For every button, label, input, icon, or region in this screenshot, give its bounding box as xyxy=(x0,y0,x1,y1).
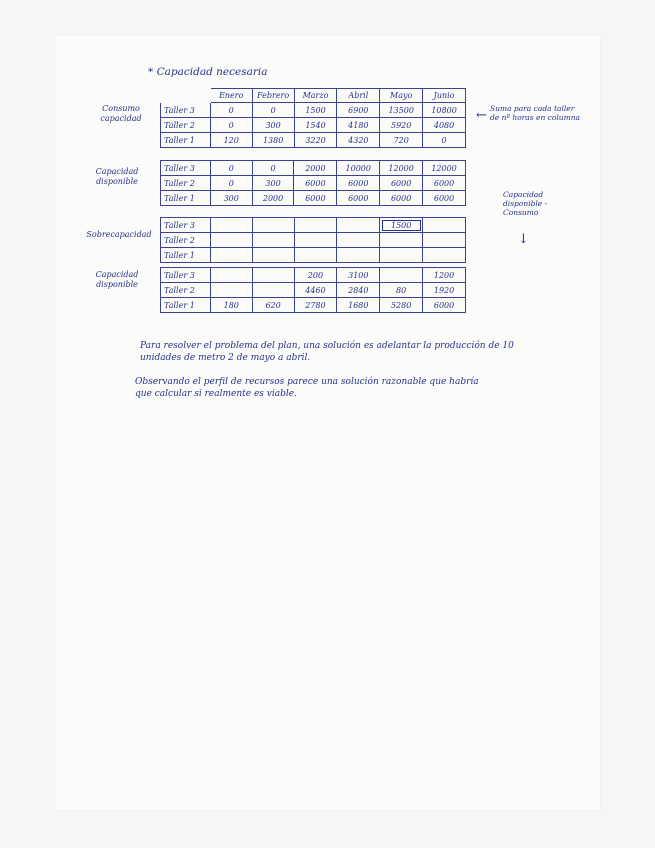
cell: 120 xyxy=(210,133,252,148)
row-label: Taller 2 xyxy=(161,176,211,191)
table-row xyxy=(161,191,466,206)
note-suma: Suma para cada taller de nº horas en columna xyxy=(490,104,581,122)
month-header: Junio xyxy=(423,89,466,103)
row-label: Taller 2 xyxy=(161,118,211,133)
cell: 6000 xyxy=(423,298,466,313)
section-label-sobrecapacidad: Sobrecapacidad xyxy=(86,230,152,239)
row-label: Taller 3 xyxy=(161,268,211,283)
month-header: Abril xyxy=(337,89,380,103)
table-consumo xyxy=(160,88,466,148)
section-label-disponible-2: Capacidad disponible xyxy=(95,270,139,289)
cell: 6000 xyxy=(337,176,380,191)
cell: 10000 xyxy=(337,161,380,176)
table-row xyxy=(161,268,466,283)
cell xyxy=(423,248,466,263)
month-header: Mayo xyxy=(380,89,423,103)
table-row xyxy=(161,161,466,176)
cell: 2840 xyxy=(337,283,380,298)
cell xyxy=(337,248,380,263)
row-label: Taller 1 xyxy=(161,133,211,148)
cell: 13500 xyxy=(380,103,423,118)
cell: 4460 xyxy=(294,283,337,298)
overcapacity-cell: 1500 xyxy=(380,218,423,233)
row-label: Taller 1 xyxy=(161,248,211,263)
table-row xyxy=(161,176,466,191)
table-row xyxy=(161,283,466,298)
left-arrow-icon: ← xyxy=(476,108,487,123)
cell xyxy=(210,283,252,298)
cell xyxy=(252,218,294,233)
row-label: Taller 3 xyxy=(161,218,211,233)
cell xyxy=(294,233,337,248)
cell xyxy=(337,218,380,233)
down-arrow-icon: ↓ xyxy=(518,232,529,247)
cell: 80 xyxy=(380,283,423,298)
cell: 5280 xyxy=(380,298,423,313)
cell: 200 xyxy=(294,268,337,283)
cell: 300 xyxy=(210,191,252,206)
paper-sheet xyxy=(55,35,600,810)
cell xyxy=(294,248,337,263)
cell: 6000 xyxy=(380,176,423,191)
row-label: Taller 2 xyxy=(161,233,211,248)
cell xyxy=(210,248,252,263)
table-capacidad-restante xyxy=(160,267,466,313)
row-label: Taller 3 xyxy=(161,161,211,176)
page-title: * Capacidad necesaria xyxy=(148,66,268,78)
cell: 6000 xyxy=(423,176,466,191)
table-row xyxy=(161,298,466,313)
table-sobrecapacidad xyxy=(160,217,466,263)
cell: 6000 xyxy=(294,176,337,191)
cell xyxy=(423,218,466,233)
cell: 620 xyxy=(252,298,294,313)
header-row xyxy=(161,89,466,103)
cell: 300 xyxy=(252,118,294,133)
cell: 4320 xyxy=(337,133,380,148)
cell xyxy=(380,233,423,248)
month-header: Febrero xyxy=(252,89,294,103)
cell: 6000 xyxy=(380,191,423,206)
cell: 0 xyxy=(210,118,252,133)
cell xyxy=(294,218,337,233)
cell: 180 xyxy=(210,298,252,313)
cell: 12000 xyxy=(380,161,423,176)
cell xyxy=(210,268,252,283)
cell: 2000 xyxy=(294,161,337,176)
cell xyxy=(210,218,252,233)
cell: 0 xyxy=(210,161,252,176)
cell: 3220 xyxy=(294,133,337,148)
cell xyxy=(380,268,423,283)
note-diferencia: Capacidad disponible - Consumo xyxy=(503,190,548,217)
cell: 3100 xyxy=(337,268,380,283)
cell: 1540 xyxy=(294,118,337,133)
conclusion-paragraph-2: Observando el perfil de recursos parece una solución razonable que habría que calcular si realmente es viable. xyxy=(135,377,479,399)
cell: 1200 xyxy=(423,268,466,283)
cell xyxy=(252,283,294,298)
table-row xyxy=(161,248,466,263)
cell: 0 xyxy=(210,176,252,191)
cell: 1920 xyxy=(423,283,466,298)
month-header: Marzo xyxy=(294,89,337,103)
cell: 6000 xyxy=(294,191,337,206)
conclusion-paragraph-1: Para resolver el problema del plan, una solución es adelantar la producción de 10 unidades de metro 2 de mayo a abril. xyxy=(140,341,514,363)
header-corner xyxy=(161,89,211,103)
row-label: Taller 1 xyxy=(161,191,211,206)
cell: 2000 xyxy=(252,191,294,206)
month-header: Enero xyxy=(210,89,252,103)
table-row xyxy=(161,233,466,248)
cell: 6900 xyxy=(337,103,380,118)
cell: 720 xyxy=(380,133,423,148)
row-label: Taller 1 xyxy=(161,298,211,313)
cell: 5920 xyxy=(380,118,423,133)
table-row xyxy=(161,118,466,133)
cell: 0 xyxy=(423,133,466,148)
cell xyxy=(337,233,380,248)
section-label-disponible: Capacidad disponible xyxy=(95,167,139,186)
cell: 0 xyxy=(252,161,294,176)
cell xyxy=(210,233,252,248)
row-label: Taller 3 xyxy=(161,103,211,118)
cell: 6000 xyxy=(337,191,380,206)
cell: 10800 xyxy=(423,103,466,118)
cell xyxy=(423,233,466,248)
table-row xyxy=(161,133,466,148)
cell: 0 xyxy=(252,103,294,118)
cell: 1380 xyxy=(252,133,294,148)
cell: 300 xyxy=(252,176,294,191)
cell xyxy=(252,248,294,263)
cell xyxy=(252,233,294,248)
cell: 1500 xyxy=(294,103,337,118)
table-row xyxy=(161,103,466,118)
cell: 0 xyxy=(210,103,252,118)
cell: 6000 xyxy=(423,191,466,206)
table-capacidad-disponible xyxy=(160,160,466,206)
cell: 2780 xyxy=(294,298,337,313)
cell xyxy=(380,248,423,263)
cell: 4080 xyxy=(423,118,466,133)
row-label: Taller 2 xyxy=(161,283,211,298)
cell: 4180 xyxy=(337,118,380,133)
cell: 1680 xyxy=(337,298,380,313)
cell: 12000 xyxy=(423,161,466,176)
section-label-consumo: Consumo capacidad xyxy=(100,104,142,123)
cell xyxy=(252,268,294,283)
table-row xyxy=(161,218,466,233)
